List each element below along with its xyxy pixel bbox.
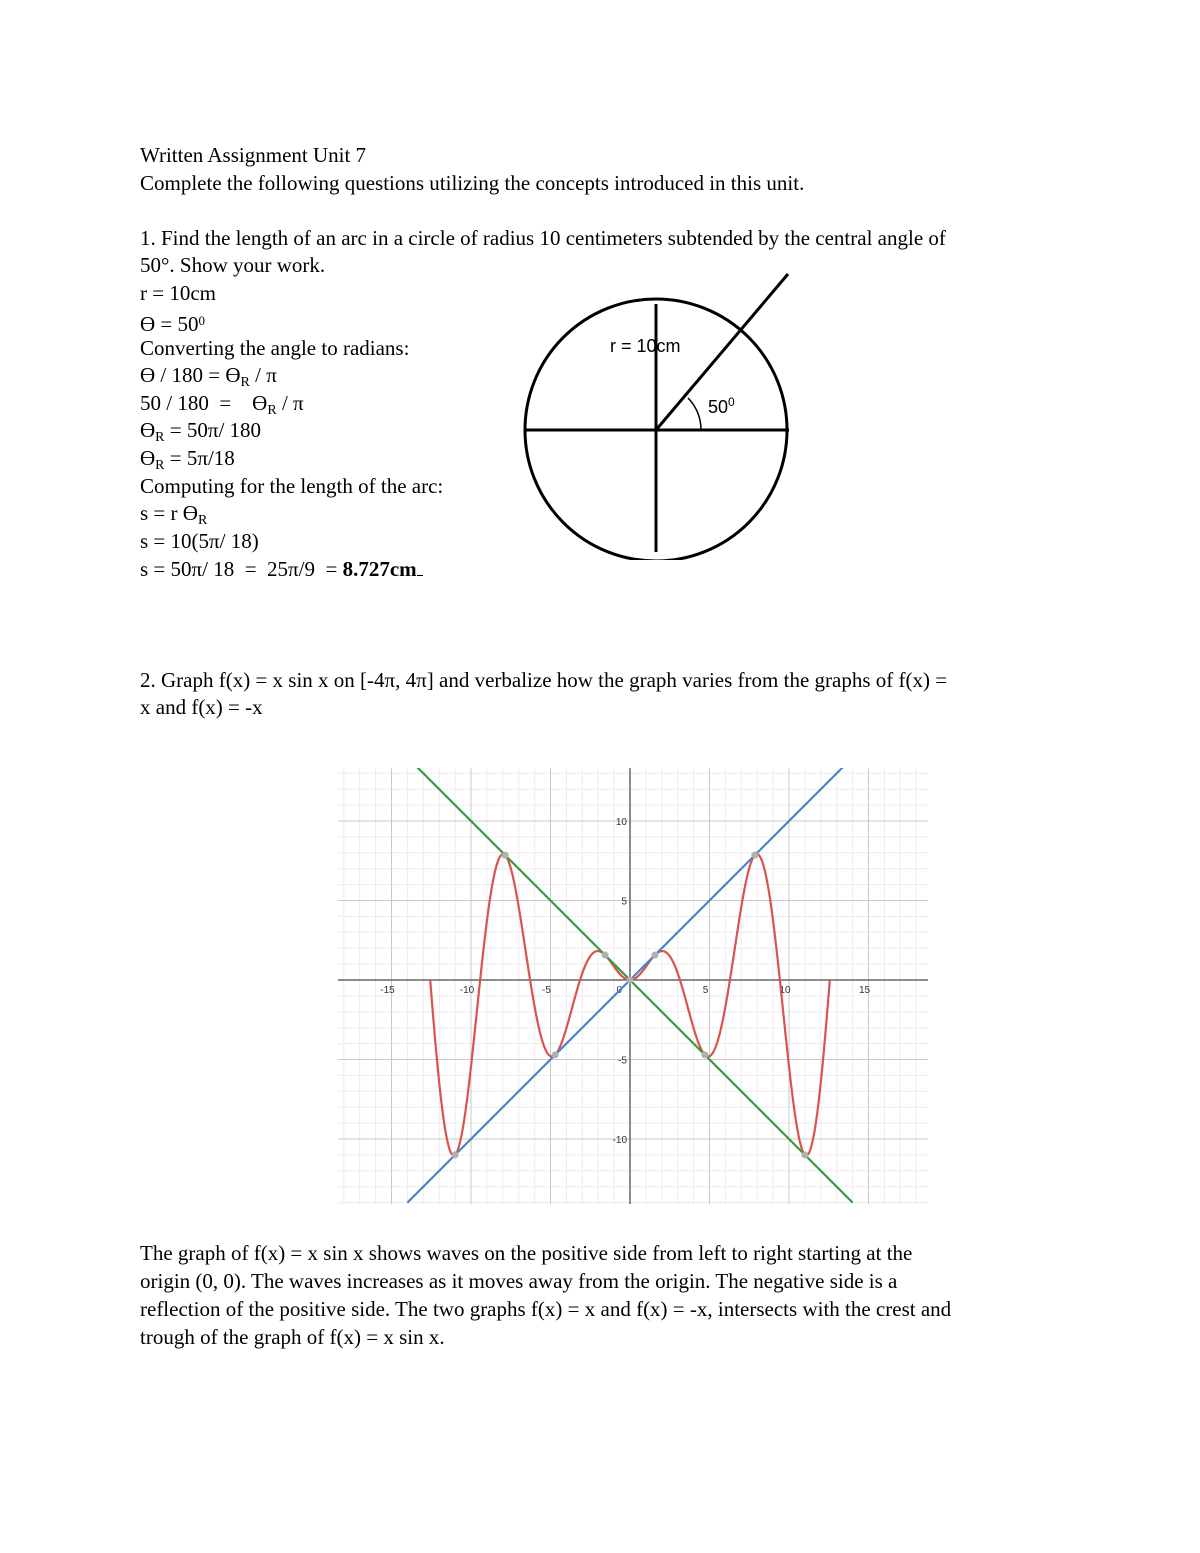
function-graph xyxy=(338,768,928,1204)
angle-degree: 0 xyxy=(728,395,735,409)
s1-sub: R xyxy=(197,513,208,528)
degree-sup: 0 xyxy=(198,313,206,328)
q1-prompt-line2: 50°. Show your work. xyxy=(140,253,326,277)
q1-s2: s = 10(5π/ 18) xyxy=(140,529,259,553)
q1-convert-heading: Converting the angle to radians: xyxy=(140,336,410,360)
x-tick-label: 0 xyxy=(616,985,622,996)
y-tick-label: -10 xyxy=(612,1135,627,1146)
tangent-point xyxy=(801,1151,808,1158)
eq1-sub: R xyxy=(240,375,250,390)
q2-prompt-line2: x and f(x) = -x xyxy=(140,695,263,719)
y-tick-label: -5 xyxy=(618,1055,627,1067)
angle-label xyxy=(708,395,735,417)
eq3-sub: R xyxy=(155,430,165,445)
tangent-point xyxy=(602,952,609,959)
s1-left: s = r ϴ xyxy=(140,501,198,525)
angle-value: 50 xyxy=(708,397,729,417)
eq1-left: ϴ / 180 = ϴ xyxy=(140,363,241,387)
tangent-point xyxy=(701,1051,708,1058)
y-tick-label: 5 xyxy=(621,896,627,908)
x-tick-label: -10 xyxy=(459,985,475,996)
q1-arc-heading: Computing for the length of the arc: xyxy=(140,474,444,498)
tick-labels xyxy=(380,817,870,1146)
q1-radius-given: r = 10cm xyxy=(140,281,216,305)
eq1-right: / π xyxy=(249,363,277,387)
answer-line: origin (0, 0). The waves increases as it moves away from the origin. The negative side is a xyxy=(140,1269,898,1293)
x-tick-label: 10 xyxy=(779,985,791,996)
tangent-point xyxy=(651,952,658,959)
q2-prompt-line1: 2. Graph f(x) = x sin x on [-4π, 4π] and verbalize how the graph varies from the graphs of f(x) = xyxy=(140,668,948,692)
x-tick-label: -5 xyxy=(542,985,551,996)
eq2-left: 50 / 180 = ϴ xyxy=(140,391,268,415)
answer-line: The graph of f(x) = x sin x shows waves on the positive side from left to right starting at the xyxy=(140,1241,913,1265)
y-tick-label: 10 xyxy=(615,817,627,828)
q1-theta-given xyxy=(140,307,205,338)
eq3-right: = 50π/ 180 xyxy=(164,418,262,442)
eq2-right: / π xyxy=(276,391,304,415)
tangent-point xyxy=(452,1151,459,1158)
grid-major xyxy=(338,768,928,1204)
x-tick-label: -15 xyxy=(380,985,395,996)
eq3-left: ϴ xyxy=(140,418,156,442)
angle-arc xyxy=(688,398,701,430)
tangent-point xyxy=(751,852,758,859)
radius-label: r = 10cm xyxy=(610,336,681,356)
eq4-right: = 5π/18 xyxy=(164,446,235,470)
answer-line: trough of the graph of f(x) = x sin x. xyxy=(140,1325,445,1349)
final-answer: 8.727cm xyxy=(342,557,417,581)
q1-prompt-line1: 1. Find the length of an arc in a circle of radius 10 centimeters subtended by the central angle of xyxy=(140,226,946,250)
s3-left: s = 50π/ 18 = 25π/9 = xyxy=(140,557,343,581)
tangent-point xyxy=(502,852,509,859)
instructions: Complete the following questions utilizing the concepts introduced in this unit. xyxy=(140,171,805,195)
eq2-sub: R xyxy=(267,403,277,418)
q1-s3 xyxy=(140,556,423,583)
x-tick-label: 5 xyxy=(702,985,709,996)
x-tick-label: 15 xyxy=(858,985,871,996)
answer-line: reflection of the positive side. The two graphs f(x) = x and f(x) = -x, intersects with the crest and xyxy=(140,1297,952,1321)
eq4-sub: R xyxy=(155,458,165,473)
eq4-left: ϴ xyxy=(140,446,156,470)
circle-diagram xyxy=(518,270,798,560)
theta-value: ϴ = 50 xyxy=(140,312,199,336)
tangent-point xyxy=(552,1051,559,1058)
assignment-title: Written Assignment Unit 7 xyxy=(140,143,367,167)
tangent-point xyxy=(627,977,634,984)
